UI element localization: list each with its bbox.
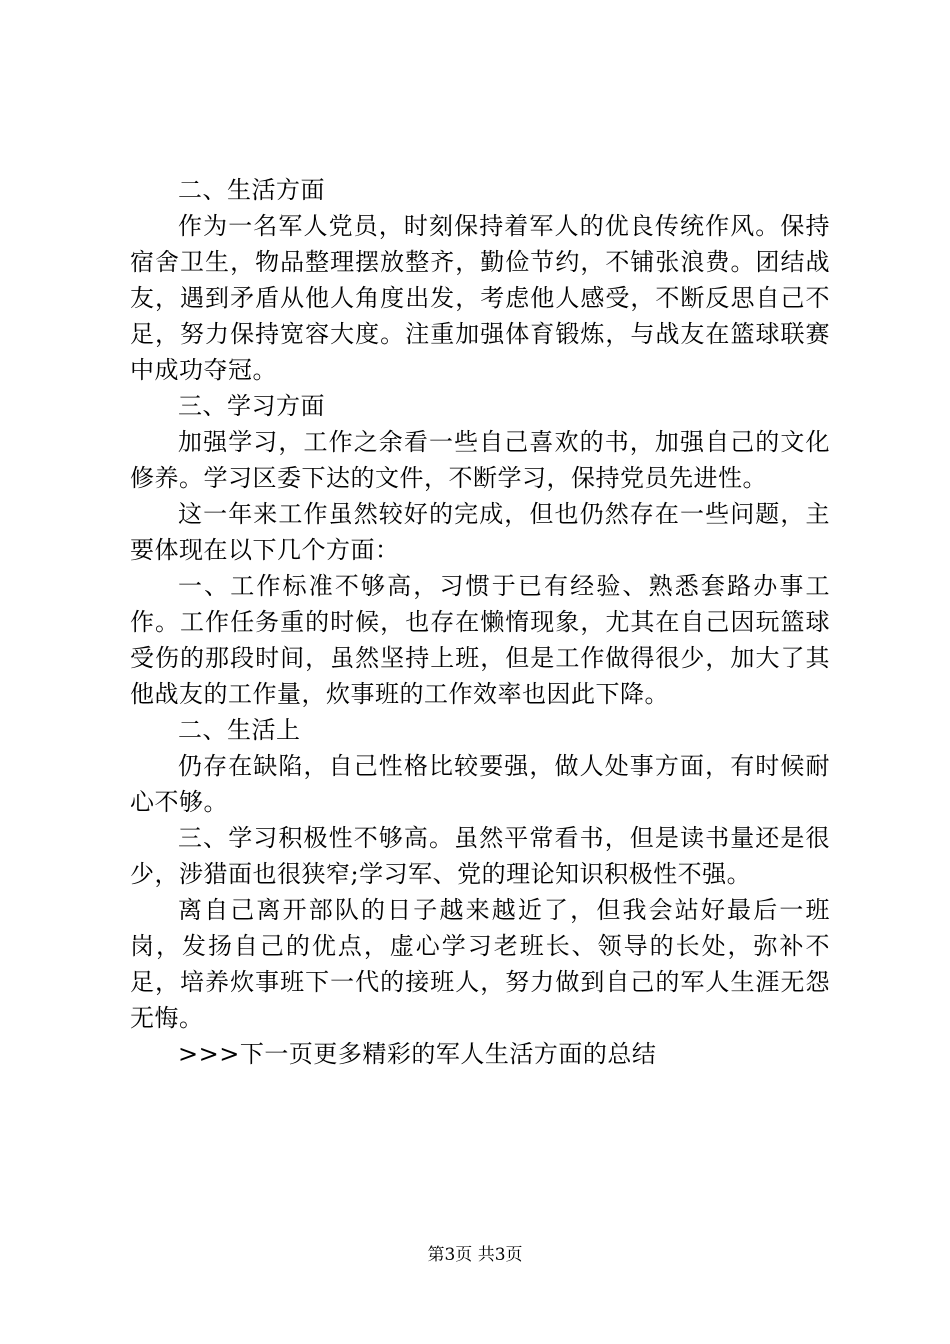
- paragraph-problem-study: 三、学习积极性不够高。虽然平常看书，但是读书量还是很少，涉猎面也很狭窄;学习军、党的理论知识积极性不强。: [130, 824, 830, 888]
- section-heading-life-problem: 二、生活上: [178, 716, 301, 744]
- paragraph-closing: 离自己离开部队的日子越来越近了，但我会站好最后一班岗，发扬自己的优点，虚心学习老班长、领导的长处，弥补不足，培养炊事班下一代的接班人，努力做到自己的军人生涯无怨无悔。: [130, 896, 830, 1032]
- paragraph-problems-intro: 这一年来工作虽然较好的完成，但也仍然存在一些问题，主要体现在以下几个方面：: [130, 500, 830, 564]
- next-page-link[interactable]: >>>下一页更多精彩的军人生活方面的总结: [178, 1040, 657, 1068]
- section-heading-study: 三、学习方面: [178, 392, 325, 420]
- page-footer: 第3页 共3页: [427, 1245, 523, 1265]
- paragraph-life-details: 作为一名军人党员，时刻保持着军人的优良传统作风。保持宿舍卫生，物品整理摆放整齐，勤俭节约，不铺张浪费。团结战友，遇到矛盾从他人角度出发，考虑他人感受，不断反思自己不足，努力保持宽容大度。注重加强体育锻炼，与战友在篮球联赛中成功夺冠。: [130, 212, 830, 384]
- section-heading-life: 二、生活方面: [178, 176, 325, 204]
- paragraph-study-details: 加强学习，工作之余看一些自己喜欢的书，加强自己的文化修养。学习区委下达的文件，不断学习，保持党员先进性。: [130, 428, 830, 492]
- paragraph-problem-life: 仍存在缺陷，自己性格比较要强，做人处事方面，有时候耐心不够。: [130, 752, 830, 816]
- document-body: [130, 172, 830, 1072]
- paragraph-problem-work: 一、工作标准不够高，习惯于已有经验、熟悉套路办事工作。工作任务重的时候，也存在懒惰现象，尤其在自己因玩篮球受伤的那段时间，虽然坚持上班，但是工作做得很少，加大了其他战友的工作量，炊事班的工作效率也因此下降。: [130, 572, 830, 708]
